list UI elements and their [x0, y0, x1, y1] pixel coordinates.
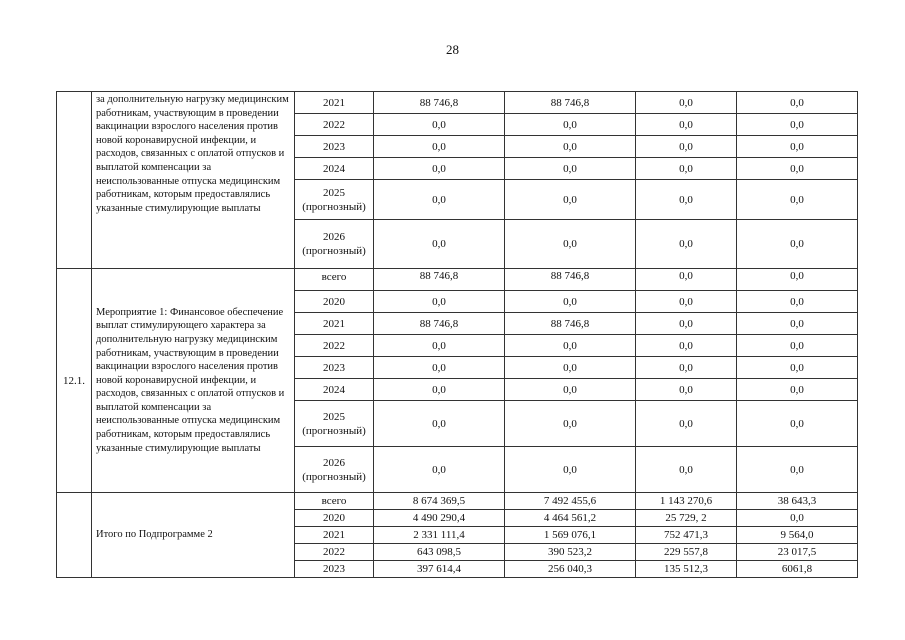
value-cell: 0,0	[636, 114, 737, 136]
value-cell: 0,0	[374, 291, 505, 313]
value-cell: 0,0	[636, 269, 737, 291]
value-cell: 0,0	[636, 357, 737, 379]
value-cell: 0,0	[737, 220, 858, 269]
value-cell: 0,0	[737, 269, 858, 291]
value-cell: 0,0	[505, 447, 636, 493]
value-cell: 1 569 076,1	[505, 527, 636, 544]
value-cell: 0,0	[374, 357, 505, 379]
value-cell: 643 098,5	[374, 544, 505, 561]
item-description: Итого по Подпрограмме 2	[92, 493, 295, 578]
value-cell: 0,0	[636, 335, 737, 357]
value-cell: 88 746,8	[505, 269, 636, 291]
value-cell: 0,0	[737, 158, 858, 180]
year-cell: 2022	[295, 114, 374, 136]
value-cell: 0,0	[737, 357, 858, 379]
table-row	[57, 92, 858, 114]
year-cell: 2024	[295, 379, 374, 401]
value-cell: 0,0	[505, 220, 636, 269]
value-cell: 0,0	[505, 158, 636, 180]
value-cell: 9 564,0	[737, 527, 858, 544]
value-cell: 88 746,8	[505, 313, 636, 335]
value-cell: 0,0	[737, 379, 858, 401]
value-cell: 0,0	[636, 291, 737, 313]
item-description: за дополнительную нагрузку медицинским работникам, участвующим в проведении вакцинации взрослого населения против новой коронавирусной инфекции, и расходов, связанных с оплатой отпусков и выплатой компенсации за неиспользованные отпуска медицинским работникам, которым предоставлялись указанные стимулирующие выплаты	[92, 92, 295, 269]
year-cell: 2021	[295, 527, 374, 544]
value-cell: 0,0	[636, 379, 737, 401]
item-description: Мероприятие 1: Финансовое обеспечение выплат стимулирующего характера за дополнительную нагрузку медицинским работникам, участвующим в проведении вакцинации взрослого населения против новой коронавирусной инфекции, и расходов, связанных с оплатой отпусков и выплатой компенсации за неиспользованные отпуска медицинским работникам, которым предоставлялись указанные стимулирующие выплаты	[92, 269, 295, 493]
value-cell: 88 746,8	[374, 92, 505, 114]
year-cell: всего	[295, 269, 374, 291]
value-cell: 0,0	[505, 401, 636, 447]
value-cell: 135 512,3	[636, 561, 737, 578]
value-cell: 0,0	[505, 136, 636, 158]
value-cell: 0,0	[505, 379, 636, 401]
year-cell: 2022	[295, 335, 374, 357]
value-cell: 0,0	[636, 136, 737, 158]
value-cell: 0,0	[374, 180, 505, 220]
item-number	[57, 493, 92, 578]
value-cell: 0,0	[737, 291, 858, 313]
value-cell: 38 643,3	[737, 493, 858, 510]
value-cell: 6061,8	[737, 561, 858, 578]
value-cell: 0,0	[636, 158, 737, 180]
year-cell: 2020	[295, 291, 374, 313]
value-cell: 0,0	[505, 291, 636, 313]
value-cell: 397 614,4	[374, 561, 505, 578]
value-cell: 0,0	[505, 357, 636, 379]
value-cell: 0,0	[505, 335, 636, 357]
value-cell: 88 746,8	[505, 92, 636, 114]
year-cell: 2025 (прогнозный)	[295, 401, 374, 447]
item-number: 12.1.	[57, 269, 92, 493]
year-cell: 2023	[295, 357, 374, 379]
year-cell: 2026 (прогнозный)	[295, 447, 374, 493]
year-cell: 2021	[295, 92, 374, 114]
year-cell: 2020	[295, 510, 374, 527]
value-cell: 229 557,8	[636, 544, 737, 561]
year-cell: 2023	[295, 136, 374, 158]
value-cell: 0,0	[737, 401, 858, 447]
value-cell: 0,0	[737, 313, 858, 335]
value-cell: 1 143 270,6	[636, 493, 737, 510]
year-cell: 2026 (прогнозный)	[295, 220, 374, 269]
value-cell: 0,0	[374, 379, 505, 401]
value-cell: 23 017,5	[737, 544, 858, 561]
value-cell: 390 523,2	[505, 544, 636, 561]
value-cell: 0,0	[737, 447, 858, 493]
page-number: 28	[446, 42, 459, 57]
value-cell: 0,0	[505, 114, 636, 136]
value-cell: 88 746,8	[374, 269, 505, 291]
year-cell: 2024	[295, 158, 374, 180]
table-row	[57, 269, 858, 291]
value-cell: 0,0	[636, 92, 737, 114]
value-cell: 4 464 561,2	[505, 510, 636, 527]
year-cell: всего	[295, 493, 374, 510]
year-cell: 2022	[295, 544, 374, 561]
value-cell: 2 331 111,4	[374, 527, 505, 544]
value-cell: 88 746,8	[374, 313, 505, 335]
value-cell: 0,0	[374, 220, 505, 269]
value-cell: 0,0	[374, 158, 505, 180]
value-cell: 0,0	[636, 447, 737, 493]
year-cell: 2023	[295, 561, 374, 578]
value-cell: 752 471,3	[636, 527, 737, 544]
value-cell: 0,0	[737, 180, 858, 220]
value-cell: 0,0	[737, 335, 858, 357]
item-number	[57, 92, 92, 269]
value-cell: 0,0	[374, 401, 505, 447]
table-row	[57, 493, 858, 510]
value-cell: 4 490 290,4	[374, 510, 505, 527]
budget-table	[56, 91, 858, 578]
value-cell: 0,0	[636, 313, 737, 335]
value-cell: 0,0	[636, 180, 737, 220]
value-cell: 0,0	[636, 220, 737, 269]
value-cell: 8 674 369,5	[374, 493, 505, 510]
value-cell: 0,0	[374, 114, 505, 136]
value-cell: 0,0	[737, 92, 858, 114]
year-cell: 2025 (прогнозный)	[295, 180, 374, 220]
value-cell: 0,0	[505, 180, 636, 220]
value-cell: 0,0	[737, 114, 858, 136]
value-cell: 256 040,3	[505, 561, 636, 578]
value-cell: 0,0	[737, 510, 858, 527]
value-cell: 7 492 455,6	[505, 493, 636, 510]
value-cell: 0,0	[737, 136, 858, 158]
value-cell: 0,0	[374, 136, 505, 158]
value-cell: 25 729, 2	[636, 510, 737, 527]
value-cell: 0,0	[636, 401, 737, 447]
value-cell: 0,0	[374, 447, 505, 493]
value-cell: 0,0	[374, 335, 505, 357]
year-cell: 2021	[295, 313, 374, 335]
